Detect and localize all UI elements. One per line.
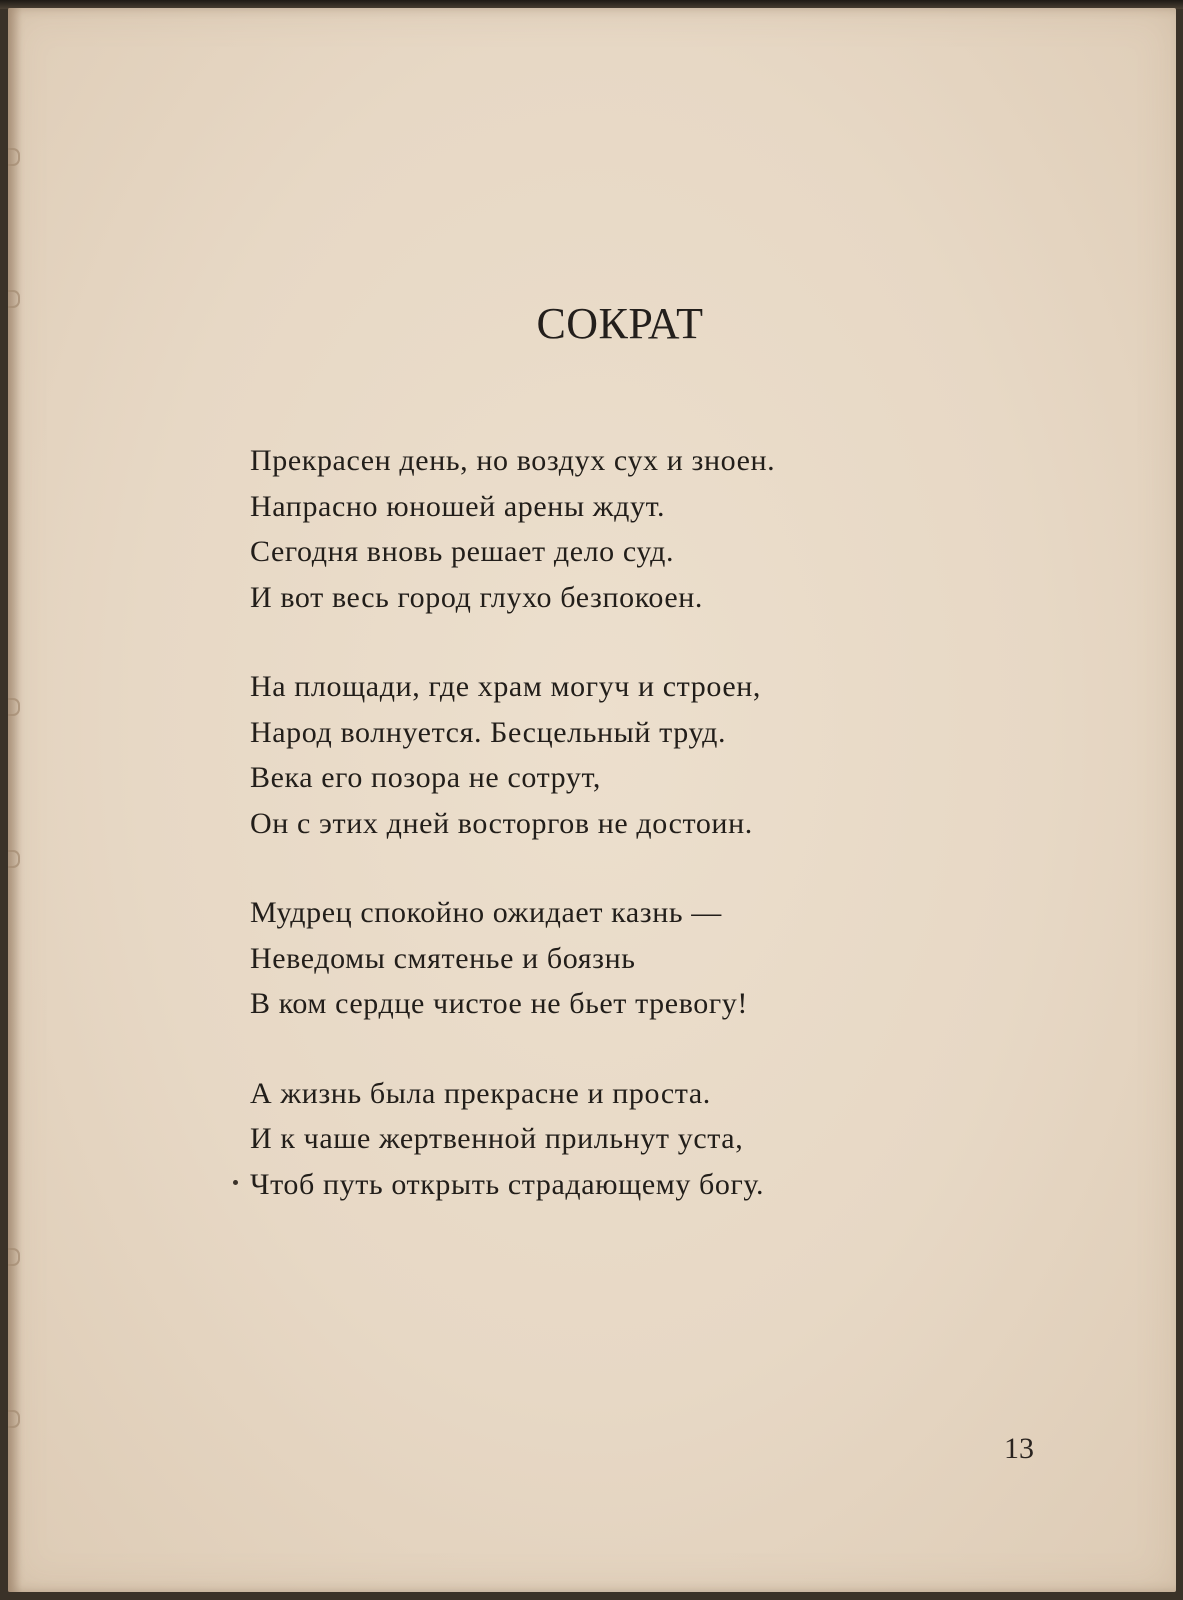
stanza-1: [250, 438, 970, 620]
ink-speck: [233, 1180, 238, 1185]
poem-line: Сегодня вновь решает дело суд.: [250, 535, 675, 568]
poem-line: Неведомы смятенье и боязнь: [250, 941, 636, 975]
poem-line: И вот весь город глухо безпокоен.: [250, 580, 703, 614]
binding-stitch: [8, 1248, 20, 1266]
stanza-gap: [250, 620, 970, 664]
poem-line: В ком сердце чистое не бьет тревогу!: [250, 987, 748, 1020]
stanza-gap: [250, 1027, 970, 1071]
stanza-2: [250, 664, 970, 846]
binding-stitch: [8, 1410, 20, 1428]
page-number: 13: [1004, 1432, 1034, 1465]
binding-stitch: [8, 850, 20, 868]
poem-line: И к чаше жертвенной прильнут уста,: [250, 1122, 744, 1155]
binding-stitch: [8, 698, 20, 716]
stanza-3: [250, 890, 970, 1027]
poem-line: Прекрасен день, но воздух сух и зноен.: [250, 444, 776, 477]
stanza-4: [250, 1071, 970, 1208]
poem-line: Он с этих дней восторгов не достоин.: [250, 806, 753, 840]
poem-line: Мудрец спокойно ожидает казнь —: [250, 896, 722, 929]
binding-stitch: [8, 148, 20, 166]
poem-line: Чтоб путь открыть страдающему богу.: [250, 1167, 765, 1201]
stanza-gap: [250, 846, 970, 890]
poem-title: СОКРАТ: [536, 299, 704, 348]
poem-line: На площади, где храм могуч и строен,: [250, 670, 761, 703]
poem-line: А жизнь была прекрасне и проста.: [250, 1076, 711, 1110]
poem-line: Народ волнуется. Бесцельный труд.: [250, 715, 727, 749]
poem-body: [250, 438, 970, 1207]
page-binding-shadow: [8, 8, 22, 1592]
poem-line: Века его позора не сотрут,: [250, 761, 602, 794]
poem-line: Напрасно юношей арены ждут.: [250, 489, 666, 523]
